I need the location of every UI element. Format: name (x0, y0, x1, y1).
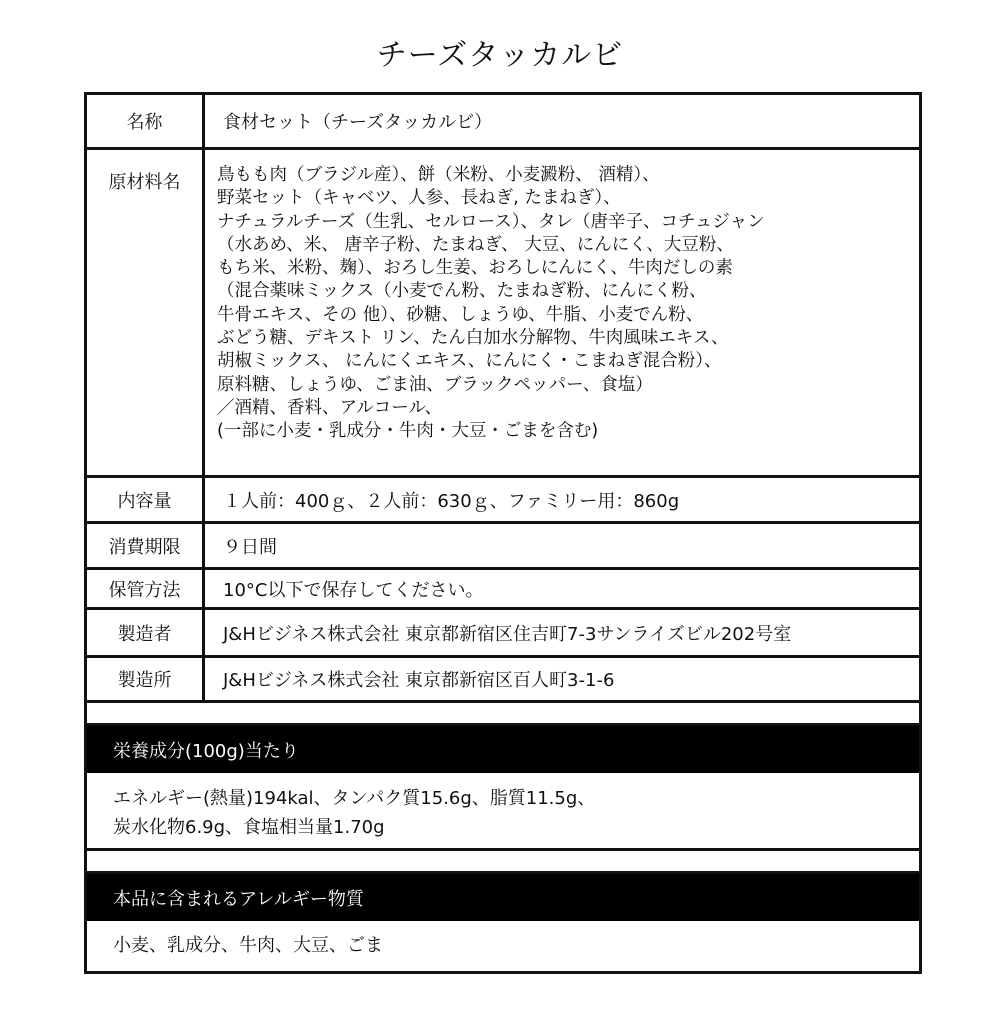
ingredients-line: （水あめ、米、 唐辛子粉、たまねぎ、 大豆、にんにく、大豆粉、 (217, 234, 734, 255)
row-content-amount (87, 478, 919, 521)
row-label: 保管方法 (87, 570, 205, 607)
ingredients-list (217, 164, 915, 444)
nutrition-line: エネルギー(熱量)194kal、タンパク質15.6g、脂質11.5g、 (113, 788, 596, 809)
row-ingredients (87, 150, 919, 475)
ingredients-line: (一部に小麦・乳成分・牛肉・大豆・ごまを含む) (217, 421, 599, 442)
divider (87, 848, 919, 851)
row-label: 製造者 (87, 610, 205, 655)
content-amount-value: １人前：400ｇ、２人前：630ｇ、ファミリー用：860g (223, 490, 680, 512)
ingredients-line: 野菜セット（キャベツ、人参、長ねぎ, たまねぎ）、 (217, 188, 621, 209)
manufacturer-value: J&Hビジネス株式会社 東京都新宿区住吉町7-3サンライズビル202号室 (223, 623, 792, 645)
row-manufacturer (87, 610, 919, 655)
expiry-value: ９日間 (223, 536, 277, 558)
ingredients-line: もち米、米粉、麹）、おろし生姜、おろしにんにく、牛肉だしの素 (217, 258, 733, 279)
ingredients-line: ／酒精、香料、アルコール、 (217, 397, 443, 418)
factory-value: J&Hビジネス株式会社 東京都新宿区百人町3-1-6 (223, 670, 615, 691)
ingredients-line: 牛骨エキス、その 他）、砂糖、しょうゆ、牛脂、小麦でん粉、 (217, 304, 704, 325)
row-storage (87, 570, 919, 607)
row-label: 原材料名 (87, 150, 205, 475)
ingredients-line: 原料糖、しょうゆ、ごま油、ブラックペッパー、食塩） (217, 374, 653, 395)
product-label-table (84, 92, 922, 974)
page-title: チーズタッカルビ (376, 38, 624, 73)
row-label: 名称 (87, 95, 205, 147)
product-name-value: 食材セット（チーズタッカルビ） (223, 112, 493, 133)
nutrition-facts (113, 784, 595, 842)
row-label: 消費期限 (87, 524, 205, 567)
nutrition-line: 炭水化物6.9g、食塩相当量1.70g (113, 817, 385, 838)
ingredients-line: （混合薬味ミックス（小麦でん粉、たまねぎ粉、にんにく粉、 (217, 281, 707, 302)
row-label: 製造所 (87, 658, 205, 700)
storage-value: 10°C以下で保存してください。 (223, 579, 484, 601)
row-factory (87, 658, 919, 700)
ingredients-line: 鳥もも肉（ブラジル産）、餅（米粉、小麦澱粉、 酒精）、 (217, 165, 660, 185)
ingredients-line: ナチュラルチーズ（生乳、セルロース）、タレ（唐辛子、コチュジャン (217, 211, 765, 232)
nutrition-header: 栄養成分(100g)当たり (87, 726, 919, 773)
divider (87, 700, 919, 703)
row-expiry (87, 524, 919, 567)
row-label: 内容量 (87, 478, 205, 521)
allergen-value: 小麦、乳成分、牛肉、大豆、ごま (113, 935, 383, 956)
row-name (87, 95, 919, 147)
ingredients-line: ぶどう糖、デキスト リン、たん白加水分解物、牛肉風味エキス、 (217, 328, 729, 349)
allergen-header: 本品に含まれるアレルギー物質 (87, 874, 919, 921)
ingredients-line: 胡椒ミックス、 にんにくエキス、にんにく・こまねぎ混合粉）、 (217, 351, 722, 372)
